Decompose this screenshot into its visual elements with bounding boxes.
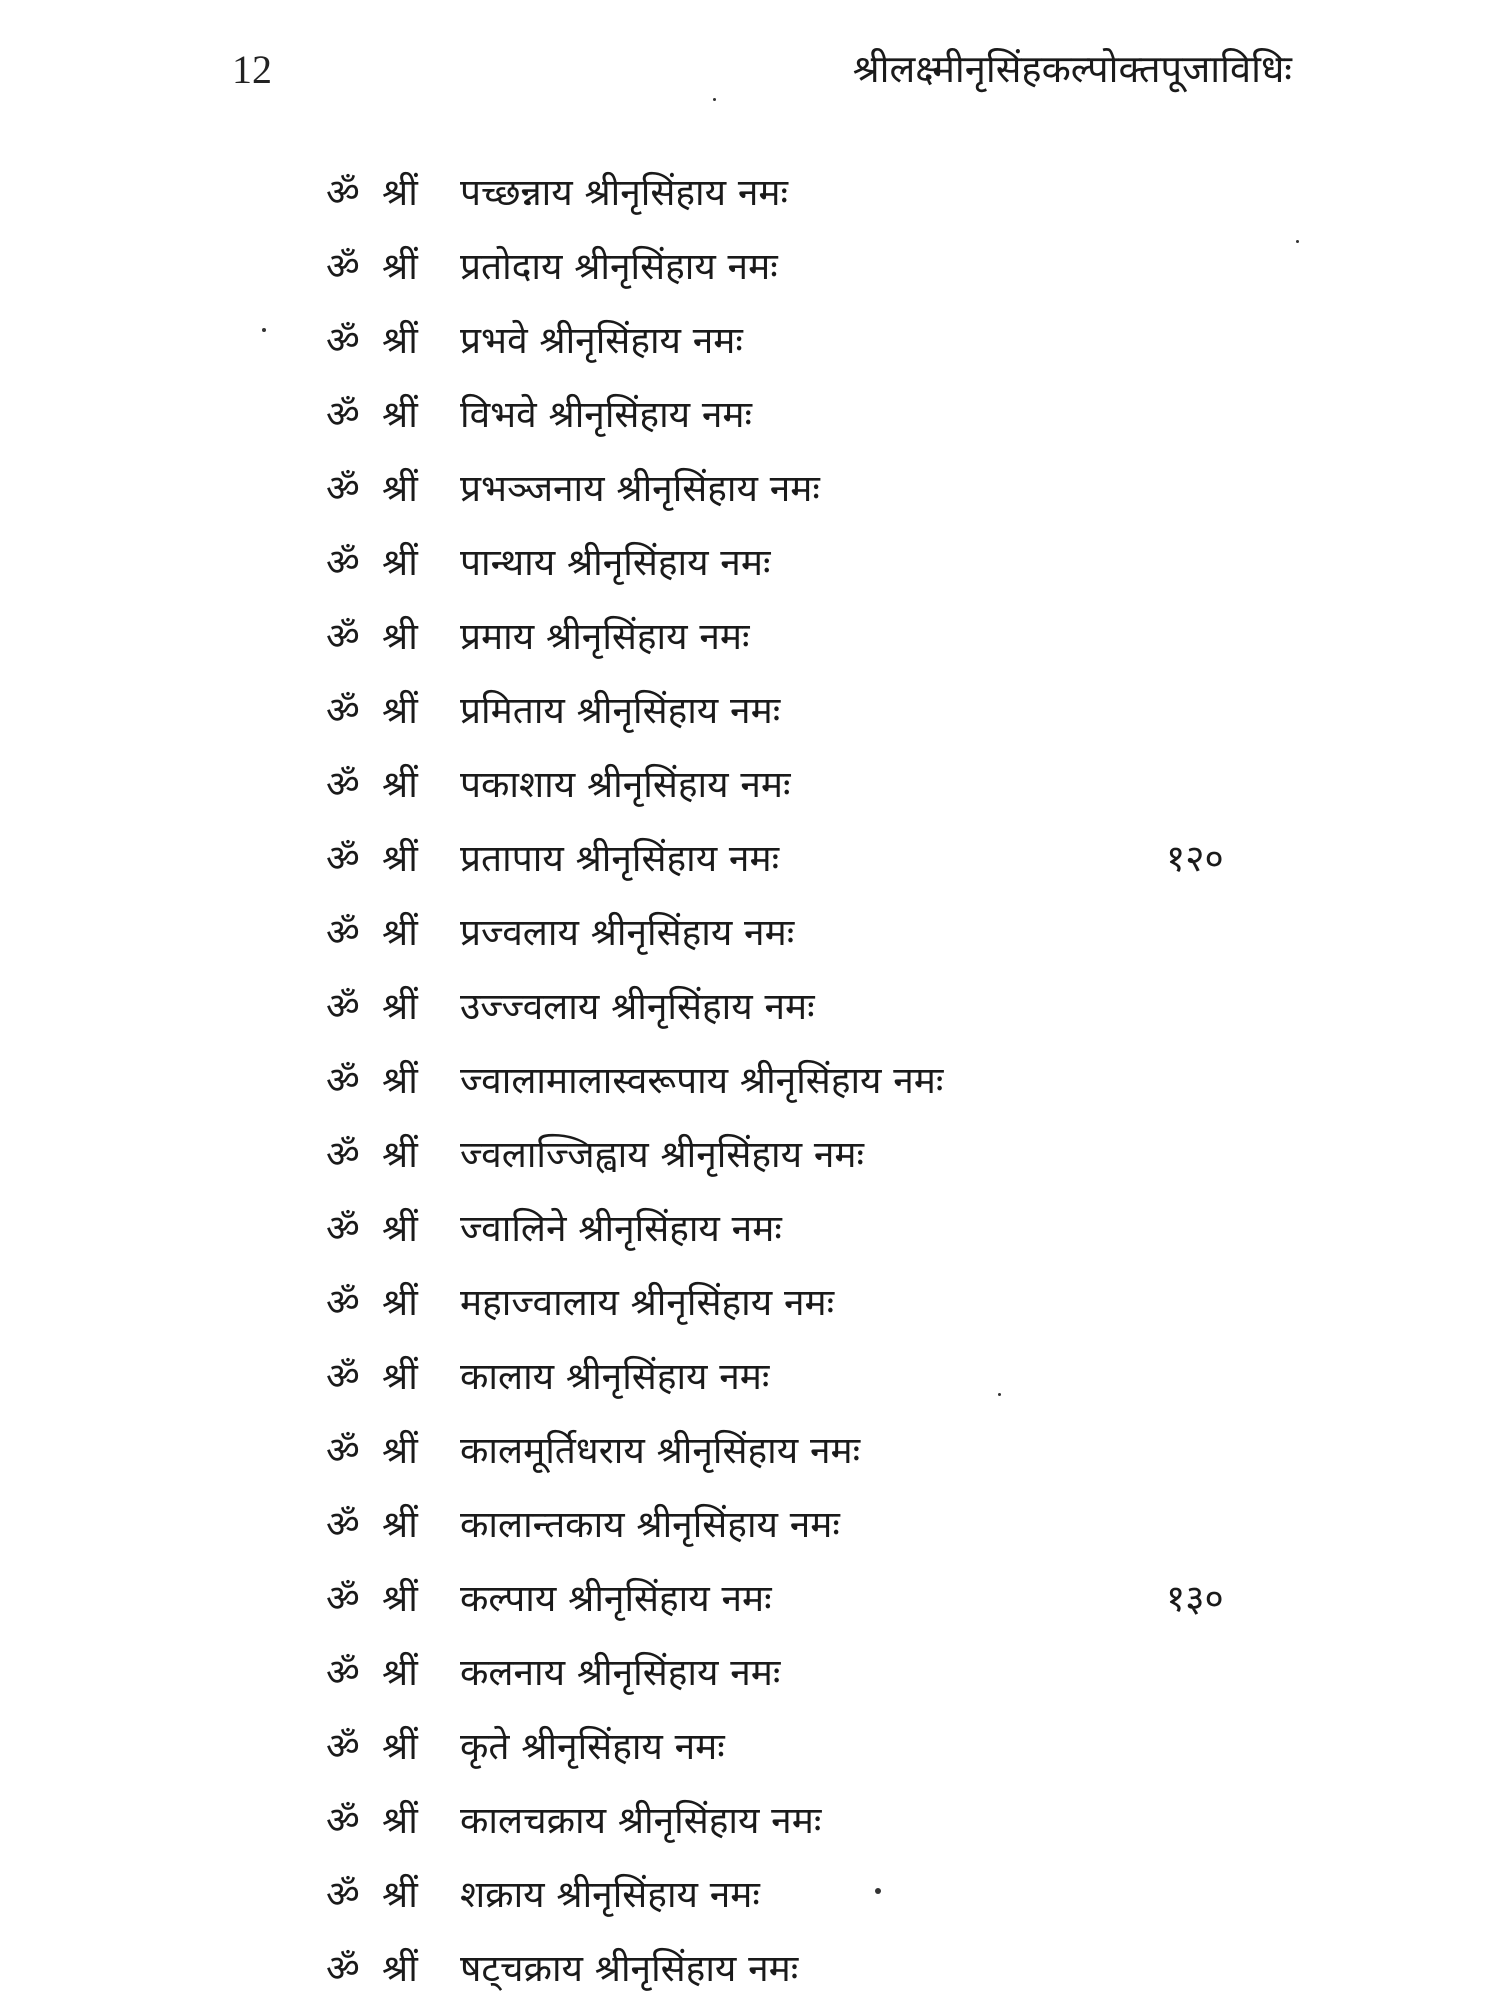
om-syllable: ॐ [326, 171, 360, 214]
mantra-line [326, 526, 1326, 600]
salutation: श्रीनृसिंहाय नमः [584, 171, 788, 214]
shrim-bija: श्रीं [382, 1947, 418, 1990]
salutation: श्रीनृसिंहाय नमः [590, 911, 795, 954]
shrim-bija: श्रीं [382, 1355, 418, 1398]
mantra-line [326, 1932, 1326, 2006]
salutation: श्रीनृसिंहाय नमः [556, 1873, 760, 1916]
om-syllable: ॐ [326, 1207, 360, 1250]
om-syllable: ॐ [326, 1281, 360, 1324]
salutation: श्रीनृसिंहाय नमः [656, 1429, 861, 1472]
shrim-bija: श्रीं [382, 541, 418, 584]
mantra-list [326, 156, 1326, 2006]
page-number: 12 [232, 47, 272, 92]
print-speck [1296, 240, 1299, 243]
divine-name: कृते [460, 1725, 510, 1768]
divine-name: महाज्वालाय [460, 1281, 619, 1324]
om-syllable: ॐ [326, 245, 360, 288]
om-syllable: ॐ [326, 1873, 360, 1916]
om-syllable: ॐ [326, 319, 360, 362]
mantra-line [326, 1488, 1326, 1562]
divine-name: पकाशाय [460, 763, 576, 806]
divine-name: कलनाय [460, 1651, 566, 1694]
salutation: श्रीनृसिंहाय नमः [636, 1503, 840, 1546]
divine-name: प्रज्वलाय [460, 911, 579, 954]
salutation: श्रीनृसिंहाय नमः [548, 393, 753, 436]
divine-name: पच्छन्नाय [460, 171, 573, 214]
shrim-bija: श्रीं [382, 245, 418, 288]
mantra-line [326, 674, 1326, 748]
salutation: श्रीनृसिंहाय नमः [594, 1947, 799, 1990]
mantra-line [326, 1192, 1326, 1266]
mantra-line [326, 822, 1326, 896]
om-syllable: ॐ [326, 1133, 360, 1176]
divine-name: ज्वालामालास्वरूपाय [460, 1059, 729, 1102]
mantra-line [326, 896, 1326, 970]
divine-name: कालाय [460, 1355, 555, 1398]
divine-name: कालमूर्तिधराय [460, 1429, 645, 1472]
salutation: श्रीनृसिंहाय नमः [611, 985, 815, 1028]
mantra-line [326, 1636, 1326, 1710]
salutation: श्रीनृसिंहाय नमः [578, 1207, 782, 1250]
verse-count: १३० [1166, 1577, 1224, 1620]
divine-name: षट्चक्राय [460, 1947, 583, 1990]
mantra-line [326, 1044, 1326, 1118]
salutation: श्रीनृसिंहाय नमः [539, 319, 743, 362]
shrim-bija: श्रीं [382, 1725, 418, 1768]
om-syllable: ॐ [326, 393, 360, 436]
print-speck [713, 98, 716, 101]
mantra-line [326, 1858, 1326, 1932]
divine-name: प्रतोदाय [460, 245, 563, 288]
divine-name: प्रभञ्जनाय [460, 467, 605, 510]
salutation: श्रीनृसिंहाय नमः [660, 1133, 864, 1176]
divine-name: प्रभवे [460, 319, 528, 362]
om-syllable: ॐ [326, 1059, 360, 1102]
divine-name: पान्थाय [460, 541, 556, 584]
shrim-bija: श्रीं [382, 319, 418, 362]
salutation: श्रीनृसिंहाय नमः [617, 1799, 822, 1842]
shrim-bija: श्रीं [382, 1873, 418, 1916]
shrim-bija: श्रीं [382, 1577, 418, 1620]
divine-name: ज्वालिने [460, 1207, 567, 1250]
shrim-bija: श्रीं [382, 1503, 418, 1546]
shrim-bija: श्रीं [382, 837, 418, 880]
shrim-bija: श्रीं [382, 1059, 418, 1102]
print-speck [875, 1888, 881, 1894]
om-syllable: ॐ [326, 1577, 360, 1620]
mantra-line [326, 600, 1326, 674]
salutation: श्रीनृसिंहाय नमः [575, 837, 780, 880]
salutation: श्रीनृसिंहाय नमः [616, 467, 820, 510]
divine-name: उज्ज्वलाय [460, 985, 600, 1028]
divine-name: कल्पाय [460, 1577, 557, 1620]
shrim-bija: श्रीं [382, 1133, 418, 1176]
shrim-bija: श्रीं [382, 1207, 418, 1250]
salutation: श्रीनृसिंहाय नमः [521, 1725, 725, 1768]
shrim-bija: श्रीं [382, 1651, 418, 1694]
om-syllable: ॐ [326, 689, 360, 732]
mantra-line [326, 1414, 1326, 1488]
om-syllable: ॐ [326, 1429, 360, 1472]
shrim-bija: श्रीं [382, 985, 418, 1028]
salutation: श्रीनृसिंहाय नमः [568, 1577, 772, 1620]
running-head-title: श्रीलक्ष्मीनृसिंहकल्पोक्तपूजाविधिः [852, 47, 1292, 91]
print-speck [998, 1393, 1001, 1396]
mantra-line [326, 748, 1326, 822]
salutation: श्रीनृसिंहाय नमः [630, 1281, 835, 1324]
divine-name: कालचक्राय [460, 1799, 607, 1842]
divine-name: प्रतापाय [460, 837, 564, 880]
om-syllable: ॐ [326, 541, 360, 584]
om-syllable: ॐ [326, 985, 360, 1028]
mantra-line [326, 1784, 1326, 1858]
mantra-line [326, 1340, 1326, 1414]
divine-name: विभवे [460, 393, 537, 436]
mantra-line [326, 156, 1326, 230]
om-syllable: ॐ [326, 1503, 360, 1546]
om-syllable: ॐ [326, 837, 360, 880]
salutation: श्रीनृसिंहाय नमः [586, 763, 791, 806]
shrim-bija: श्रीं [382, 1281, 418, 1324]
mantra-line [326, 378, 1326, 452]
mantra-line [326, 230, 1326, 304]
mantra-line [326, 1710, 1326, 1784]
salutation: श्रीनृसिंहाय नमः [574, 245, 778, 288]
verse-count: १२० [1166, 837, 1224, 880]
mantra-line [326, 452, 1326, 526]
salutation: श्रीनृसिंहाय नमः [739, 1059, 944, 1102]
om-syllable: ॐ [326, 1725, 360, 1768]
print-speck [262, 328, 266, 332]
salutation: श्रीनृसिंहाय नमः [566, 541, 771, 584]
mantra-line [326, 1118, 1326, 1192]
salutation: श्रीनृसिंहाय नमः [576, 689, 781, 732]
om-syllable: ॐ [326, 467, 360, 510]
shrim-bija: श्रीं [382, 171, 418, 214]
shrim-bija: श्री [382, 615, 418, 658]
om-syllable: ॐ [326, 1799, 360, 1842]
shrim-bija: श्रीं [382, 393, 418, 436]
shrim-bija: श्रीं [382, 467, 418, 510]
shrim-bija: श्रीं [382, 1799, 418, 1842]
shrim-bija: श्रीं [382, 1429, 418, 1472]
mantra-line [326, 304, 1326, 378]
om-syllable: ॐ [326, 763, 360, 806]
shrim-bija: श्रीं [382, 763, 418, 806]
salutation: श्रीनृसिंहाय नमः [565, 1355, 770, 1398]
salutation: श्रीनृसिंहाय नमः [576, 1651, 781, 1694]
om-syllable: ॐ [326, 1947, 360, 1990]
om-syllable: ॐ [326, 911, 360, 954]
om-syllable: ॐ [326, 1355, 360, 1398]
om-syllable: ॐ [326, 615, 360, 658]
mantra-line [326, 1266, 1326, 1340]
shrim-bija: श्रीं [382, 689, 418, 732]
divine-name: प्रमाय [460, 615, 535, 658]
salutation: श्रीनृसिंहाय नमः [546, 615, 750, 658]
divine-name: ज्वलाज्जिह्वाय [460, 1133, 649, 1176]
divine-name: प्रमिताय [460, 689, 565, 732]
mantra-line [326, 1562, 1326, 1636]
mantra-line [326, 970, 1326, 1044]
om-syllable: ॐ [326, 1651, 360, 1694]
shrim-bija: श्रीं [382, 911, 418, 954]
divine-name: कालान्तकाय [460, 1503, 625, 1546]
divine-name: शक्राय [460, 1873, 545, 1916]
